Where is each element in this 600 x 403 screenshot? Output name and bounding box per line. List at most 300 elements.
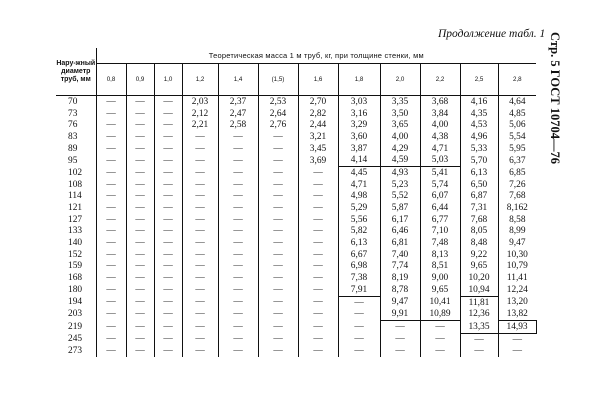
mass-cell: 6,13 — [460, 167, 498, 179]
mass-cell: 6,44 — [420, 202, 460, 214]
empty-cell: — — [258, 321, 298, 334]
mass-cell: 7,10 — [420, 226, 460, 238]
empty-cell: — — [512, 334, 522, 345]
mass-cell: 5,87 — [380, 202, 420, 214]
table-row — [56, 154, 536, 166]
empty-cell: — — [420, 345, 460, 357]
empty-cell: — — [182, 321, 218, 334]
empty-cell: — — [126, 167, 154, 179]
empty-cell: — — [126, 179, 154, 191]
mass-cell: 3,35 — [380, 96, 420, 108]
mass-cell: 3,21 — [298, 131, 338, 143]
mass-cell: 6,37 — [509, 155, 526, 166]
mass-cell: 10,79 — [506, 261, 528, 272]
empty-cell: — — [258, 226, 298, 238]
empty-cell: — — [218, 226, 258, 238]
diameter-cell: 273 — [56, 345, 96, 357]
empty-cell: — — [420, 321, 460, 334]
empty-cell: — — [126, 119, 154, 131]
mass-cell: 11,41 — [506, 273, 528, 284]
empty-cell: — — [182, 237, 218, 249]
mass-cell: 5,82 — [338, 226, 380, 238]
empty-cell: — — [298, 308, 338, 320]
table-row — [56, 226, 536, 238]
empty-cell: — — [182, 226, 218, 238]
thickness-header-cell: 2,0 — [380, 64, 420, 96]
mass-cell: 7,40 — [380, 249, 420, 261]
empty-cell: — — [182, 191, 218, 203]
empty-cell: — — [96, 131, 126, 143]
mass-cell: 3,65 — [380, 119, 420, 131]
empty-cell: — — [126, 249, 154, 261]
mass-cell: 2,47 — [218, 108, 258, 120]
mass-cell: 8,19 — [380, 272, 420, 284]
thickness-header-cell: 1,8 — [338, 64, 380, 96]
empty-cell: — — [420, 333, 460, 345]
mass-cell: 13,20 — [506, 297, 528, 308]
page-side-note: Стр. 5 ГОСТ 10704—76 — [548, 32, 562, 164]
empty-cell: — — [258, 284, 298, 296]
empty-cell: — — [96, 308, 126, 320]
empty-cell: — — [96, 226, 126, 238]
thickness-header-cell: 2,2 — [420, 64, 460, 96]
thickness-header-row — [56, 64, 536, 96]
diameter-cell: 121 — [56, 202, 96, 214]
thickness-header-cell: 0,8 — [96, 64, 126, 96]
thickness-header-cell: 2,5 — [460, 64, 498, 96]
empty-cell: — — [154, 154, 182, 166]
empty-cell: — — [96, 272, 126, 284]
table-body — [56, 96, 536, 358]
diameter-cell: 102 — [56, 167, 96, 179]
diameter-cell: 73 — [56, 108, 96, 120]
empty-cell: — — [258, 261, 298, 273]
mass-cell: 3,84 — [420, 108, 460, 120]
empty-cell: — — [298, 191, 338, 203]
table-row — [56, 296, 536, 308]
empty-cell: — — [338, 308, 380, 320]
diameter-cell: 203 — [56, 308, 96, 320]
empty-cell: — — [126, 261, 154, 273]
mass-cell: 4,00 — [420, 119, 460, 131]
mass-cell: 12,36 — [460, 308, 498, 320]
mass-cell: 5,29 — [338, 202, 380, 214]
empty-cell: — — [218, 202, 258, 214]
mass-cell: 4,35 — [460, 108, 498, 120]
mass-cell: 3,45 — [298, 143, 338, 155]
diameter-cell: 133 — [56, 226, 96, 238]
mass-cell: 8,78 — [380, 284, 420, 296]
table-row — [56, 214, 536, 226]
diameter-cell: 245 — [56, 333, 96, 345]
diameter-cell: 89 — [56, 143, 96, 155]
thickness-header-cell: 1,4 — [218, 64, 258, 96]
mass-cell: 3,60 — [338, 131, 380, 143]
mass-cell: 5,95 — [509, 143, 526, 154]
empty-cell: — — [96, 179, 126, 191]
mass-cell: 2,37 — [218, 96, 258, 108]
table-row — [56, 284, 536, 296]
mass-cell: 5,74 — [420, 179, 460, 191]
table-row — [56, 333, 536, 345]
mass-cell: 8,13 — [420, 249, 460, 261]
mass-cell: 4,85 — [509, 108, 526, 119]
table-row — [56, 202, 536, 214]
mass-cell: 4,45 — [338, 167, 380, 179]
mass-cell: 7,68 — [460, 214, 498, 226]
mass-cell: 7,38 — [338, 272, 380, 284]
empty-cell: — — [512, 346, 522, 357]
diameter-cell: 95 — [56, 154, 96, 166]
thickness-header-cell: 1,6 — [298, 64, 338, 96]
mass-cell: 3,16 — [338, 108, 380, 120]
thickness-header-cell: 1,0 — [154, 64, 182, 96]
empty-cell: — — [258, 308, 298, 320]
mass-cell: 9,00 — [420, 272, 460, 284]
diameter-cell: 180 — [56, 284, 96, 296]
empty-cell: — — [154, 119, 182, 131]
mass-cell: 6,13 — [338, 237, 380, 249]
mass-cell: 5,33 — [460, 143, 498, 155]
empty-cell: — — [258, 191, 298, 203]
mass-cell: 3,69 — [298, 154, 338, 166]
empty-cell: — — [154, 214, 182, 226]
diameter-cell: 108 — [56, 179, 96, 191]
mass-cell: 4,96 — [460, 131, 498, 143]
mass-cell: 4,00 — [380, 131, 420, 143]
mass-cell: 6,07 — [420, 191, 460, 203]
mass-cell: 8,05 — [460, 226, 498, 238]
empty-cell: — — [126, 214, 154, 226]
empty-cell: — — [154, 237, 182, 249]
empty-cell: — — [182, 308, 218, 320]
empty-cell: — — [298, 179, 338, 191]
empty-cell: — — [182, 154, 218, 166]
mass-cell: 8,58 — [509, 214, 526, 225]
empty-cell: — — [96, 202, 126, 214]
mass-cell: 2,82 — [298, 108, 338, 120]
empty-cell: — — [96, 284, 126, 296]
mass-cell: 10,41 — [420, 296, 460, 308]
empty-cell: — — [258, 296, 298, 308]
empty-cell: — — [182, 167, 218, 179]
mass-cell: 3,29 — [338, 119, 380, 131]
empty-cell: — — [96, 214, 126, 226]
table-row — [56, 321, 536, 334]
empty-cell: — — [338, 296, 380, 308]
empty-cell: — — [298, 272, 338, 284]
mass-cell: 14,93 — [498, 321, 536, 334]
diameter-cell: 114 — [56, 191, 96, 203]
empty-cell: — — [182, 179, 218, 191]
mass-cell: 11,81 — [460, 296, 498, 308]
empty-cell: — — [298, 284, 338, 296]
empty-cell: — — [380, 345, 420, 357]
empty-cell: — — [298, 345, 338, 357]
diameter-cell: 168 — [56, 272, 96, 284]
mass-cell: 7,26 — [509, 179, 526, 190]
mass-cell: 9,65 — [460, 261, 498, 273]
empty-cell: — — [182, 296, 218, 308]
mass-cell: 2,64 — [258, 108, 298, 120]
empty-cell: — — [218, 249, 258, 261]
empty-cell: — — [182, 202, 218, 214]
empty-cell: — — [96, 261, 126, 273]
mass-cell: 9,65 — [420, 284, 460, 296]
diameter-cell: 127 — [56, 214, 96, 226]
empty-cell: — — [126, 333, 154, 345]
empty-cell: — — [218, 179, 258, 191]
mass-cell: 4,16 — [460, 96, 498, 108]
mass-cell: 7,31 — [460, 202, 498, 214]
empty-cell: — — [218, 143, 258, 155]
empty-cell: — — [298, 202, 338, 214]
mass-cell: 5,23 — [380, 179, 420, 191]
empty-cell: — — [298, 296, 338, 308]
thickness-group-header: Теоретическая масса 1 м труб, кг, при толщине стенки, мм — [96, 48, 536, 64]
empty-cell: — — [154, 226, 182, 238]
mass-cell: 4,38 — [420, 131, 460, 143]
mass-cell: 6,81 — [380, 237, 420, 249]
mass-cell: 2,12 — [182, 108, 218, 120]
empty-cell: — — [298, 237, 338, 249]
mass-cell: 2,53 — [258, 96, 298, 108]
table-row — [56, 119, 536, 131]
mass-cell: 12,24 — [506, 285, 528, 296]
empty-cell: — — [126, 131, 154, 143]
mass-cell: 7,48 — [420, 237, 460, 249]
mass-cell: 9,47 — [509, 238, 526, 249]
thickness-header-cell: 0,9 — [126, 64, 154, 96]
empty-cell: — — [126, 345, 154, 357]
mass-cell: 8,162 — [506, 203, 528, 214]
empty-cell: — — [298, 226, 338, 238]
mass-cell: 9,47 — [380, 296, 420, 308]
empty-cell: — — [154, 308, 182, 320]
empty-cell: — — [96, 321, 126, 334]
mass-cell: 4,29 — [380, 143, 420, 155]
diameter-cell: 219 — [56, 321, 96, 334]
empty-cell: — — [298, 214, 338, 226]
mass-cell: 2,03 — [182, 96, 218, 108]
mass-cell: 13,35 — [460, 321, 498, 334]
empty-cell: — — [96, 108, 126, 120]
empty-cell: — — [96, 154, 126, 166]
mass-cell: 7,68 — [509, 191, 526, 202]
diameter-header: Нару-жный диаметр труб, мм — [56, 48, 96, 96]
empty-cell: — — [154, 202, 182, 214]
mass-cell: 4,98 — [338, 191, 380, 203]
diameter-cell: 152 — [56, 249, 96, 261]
empty-cell: — — [126, 154, 154, 166]
table-row — [56, 261, 536, 273]
table-row — [56, 131, 536, 143]
empty-cell: — — [218, 296, 258, 308]
mass-cell: 6,50 — [460, 179, 498, 191]
thickness-header-cell: (1,5) — [258, 64, 298, 96]
pipe-mass-table — [56, 48, 537, 357]
empty-cell: — — [126, 96, 154, 108]
mass-cell: 2,70 — [298, 96, 338, 108]
empty-cell: — — [218, 308, 258, 320]
empty-cell: — — [96, 167, 126, 179]
empty-cell: — — [154, 272, 182, 284]
table-row — [56, 108, 536, 120]
empty-cell: — — [126, 321, 154, 334]
table-row — [56, 143, 536, 155]
empty-cell: — — [182, 143, 218, 155]
mass-cell: 13,82 — [506, 309, 528, 320]
empty-cell: — — [258, 237, 298, 249]
empty-cell: — — [298, 321, 338, 334]
empty-cell: — — [258, 131, 298, 143]
empty-cell: — — [182, 272, 218, 284]
mass-cell: 4,71 — [338, 179, 380, 191]
table-row — [56, 191, 536, 203]
mass-cell: 10,30 — [506, 249, 528, 260]
mass-cell: 5,06 — [509, 120, 526, 131]
mass-cell: 4,93 — [380, 167, 420, 179]
empty-cell: — — [126, 143, 154, 155]
empty-cell: — — [218, 167, 258, 179]
table-caption: Продолжение табл. 1 — [438, 28, 546, 40]
empty-cell: — — [258, 179, 298, 191]
mass-cell: 2,44 — [298, 119, 338, 131]
mass-cell: 6,77 — [420, 214, 460, 226]
empty-cell: — — [126, 296, 154, 308]
mass-cell: 5,70 — [460, 154, 498, 166]
mass-cell: 4,53 — [460, 119, 498, 131]
mass-cell: 6,85 — [509, 167, 526, 178]
empty-cell: — — [380, 321, 420, 334]
mass-cell: 10,94 — [460, 284, 498, 296]
empty-cell: — — [338, 345, 380, 357]
diameter-cell: 140 — [56, 237, 96, 249]
mass-cell: 5,03 — [420, 154, 460, 166]
empty-cell: — — [96, 143, 126, 155]
empty-cell: — — [154, 321, 182, 334]
mass-cell: 3,68 — [420, 96, 460, 108]
table-row — [56, 308, 536, 320]
empty-cell: — — [182, 345, 218, 357]
table-row — [56, 272, 536, 284]
mass-cell: 4,14 — [338, 154, 380, 166]
table-row — [56, 179, 536, 191]
mass-cell: 6,98 — [338, 261, 380, 273]
empty-cell: — — [338, 333, 380, 345]
empty-cell: — — [258, 143, 298, 155]
empty-cell: — — [218, 261, 258, 273]
mass-cell: 8,51 — [420, 261, 460, 273]
empty-cell: — — [154, 131, 182, 143]
mass-cell: 5,54 — [509, 131, 526, 142]
empty-cell: — — [460, 333, 498, 345]
empty-cell: — — [126, 226, 154, 238]
mass-cell: 6,46 — [380, 226, 420, 238]
diameter-cell: 194 — [56, 296, 96, 308]
empty-cell: — — [126, 272, 154, 284]
empty-cell: — — [218, 214, 258, 226]
empty-cell: — — [126, 108, 154, 120]
empty-cell: — — [298, 249, 338, 261]
empty-cell: — — [154, 143, 182, 155]
empty-cell: — — [258, 345, 298, 357]
empty-cell: — — [218, 345, 258, 357]
mass-cell: 7,91 — [338, 284, 380, 296]
empty-cell: — — [182, 214, 218, 226]
empty-cell: — — [218, 237, 258, 249]
diameter-cell: 76 — [56, 119, 96, 131]
mass-cell: 9,22 — [460, 249, 498, 261]
empty-cell: — — [154, 179, 182, 191]
table-row — [56, 167, 536, 179]
mass-cell: 8,99 — [509, 226, 526, 237]
empty-cell: — — [182, 333, 218, 345]
mass-cell: 4,64 — [509, 96, 526, 107]
empty-cell: — — [258, 272, 298, 284]
empty-cell: — — [258, 167, 298, 179]
empty-cell: — — [218, 191, 258, 203]
empty-cell: — — [218, 131, 258, 143]
empty-cell: — — [218, 321, 258, 334]
mass-cell: 6,67 — [338, 249, 380, 261]
empty-cell: — — [460, 345, 498, 357]
mass-cell: 8,48 — [460, 237, 498, 249]
empty-cell: — — [154, 96, 182, 108]
thickness-header-cell: 2,8 — [498, 64, 536, 96]
mass-cell: 3,87 — [338, 143, 380, 155]
thickness-header-cell: 1,2 — [182, 64, 218, 96]
empty-cell: — — [154, 296, 182, 308]
mass-cell: 2,58 — [218, 119, 258, 131]
table-row — [56, 96, 536, 108]
empty-cell: — — [258, 202, 298, 214]
empty-cell: — — [298, 333, 338, 345]
mass-cell: 4,59 — [380, 154, 420, 166]
mass-cell: 3,03 — [338, 96, 380, 108]
empty-cell: — — [96, 119, 126, 131]
empty-cell: — — [154, 333, 182, 345]
diameter-cell: 83 — [56, 131, 96, 143]
empty-cell: — — [154, 249, 182, 261]
empty-cell: — — [258, 154, 298, 166]
empty-cell: — — [96, 296, 126, 308]
empty-cell: — — [218, 272, 258, 284]
mass-cell: 9,91 — [380, 308, 420, 320]
empty-cell: — — [126, 237, 154, 249]
mass-cell: 7,74 — [380, 261, 420, 273]
mass-cell: 2,76 — [258, 119, 298, 131]
diameter-cell: 70 — [56, 96, 96, 108]
empty-cell: — — [338, 321, 380, 334]
empty-cell: — — [218, 333, 258, 345]
empty-cell: — — [154, 261, 182, 273]
empty-cell: — — [154, 284, 182, 296]
empty-cell: — — [96, 333, 126, 345]
empty-cell: — — [96, 96, 126, 108]
empty-cell: — — [126, 284, 154, 296]
mass-cell: 2,21 — [182, 119, 218, 131]
mass-cell: 10,89 — [420, 308, 460, 320]
empty-cell: — — [298, 167, 338, 179]
empty-cell: — — [380, 333, 420, 345]
empty-cell: — — [182, 261, 218, 273]
mass-cell: 3,50 — [380, 108, 420, 120]
empty-cell: — — [154, 345, 182, 357]
empty-cell: — — [258, 214, 298, 226]
empty-cell: — — [218, 154, 258, 166]
empty-cell: — — [218, 284, 258, 296]
